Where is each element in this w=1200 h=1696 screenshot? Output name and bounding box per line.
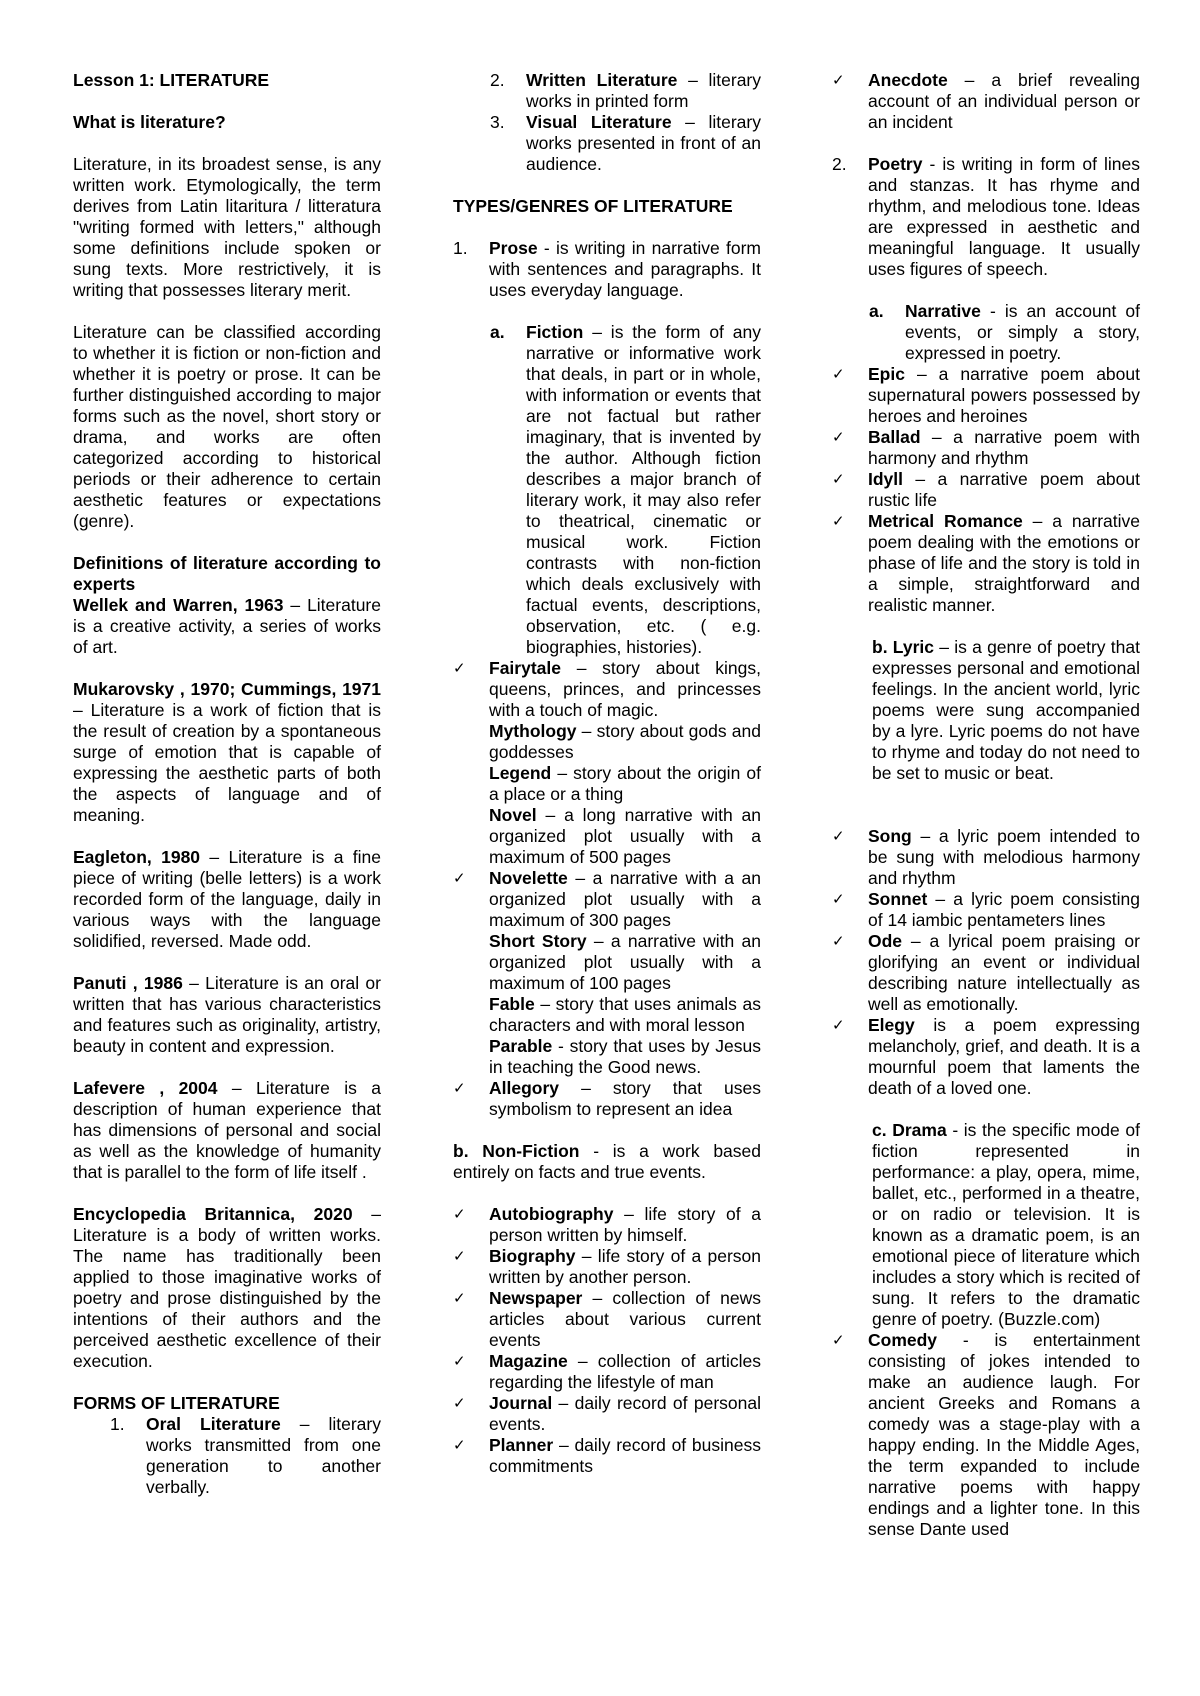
subgenre-name: Narrative <box>905 301 981 321</box>
list-item <box>832 469 1140 511</box>
subgenre-name: Fiction <box>526 322 584 342</box>
form-text: – literary works transmitted from one generation to another verbally. <box>146 1414 381 1497</box>
checkmark-icon: ✓ <box>832 890 845 908</box>
list-number: 1. <box>453 238 468 258</box>
list-number: 1. <box>110 1414 125 1434</box>
list-item <box>489 721 761 763</box>
expert-definition <box>73 847 381 952</box>
checkmark-icon: ✓ <box>453 1436 466 1454</box>
item-name: Novel <box>489 805 537 825</box>
checkmark-icon: ✓ <box>832 1331 845 1349</box>
subgenre-narrative <box>869 301 1140 364</box>
types-heading: TYPES/GENRES OF LITERATURE <box>453 196 733 216</box>
expert-text: – Literature is a body of written works. The name has traditionally been applied to those imaginative works of poetry and prose distinguished by the intentions of their authors and the perceived aesthetic excellence of their execution. <box>73 1204 381 1371</box>
item-name: Biography <box>489 1246 576 1266</box>
subgenre-name: c. Drama <box>872 1120 947 1140</box>
narrative-list <box>832 364 1140 616</box>
item-text: – a narrative poem dealing with the emotions or phase of life and the story is told in a simple, straightforward and realistic manner. <box>868 511 1140 615</box>
item-name: Sonnet <box>868 889 928 909</box>
item-text: – story about the origin of a place or a thing <box>489 763 761 804</box>
expert-name: Mukarovsky , 1970; Cummings, 1971 <box>73 679 381 699</box>
expert-text: – Literature is a creative activity, a series of works of art. <box>73 595 381 657</box>
checkmark-icon: ✓ <box>832 428 845 446</box>
item-text: – story that uses animals as characters and with moral lesson <box>489 994 761 1035</box>
section-question: What is literature? <box>73 112 226 132</box>
checkmark-icon: ✓ <box>832 1016 845 1034</box>
checkmark-icon: ✓ <box>453 1352 466 1370</box>
list-item <box>832 511 1140 616</box>
item-name: Planner <box>489 1435 554 1455</box>
genre-poetry <box>832 154 1140 280</box>
item-text: – daily record of personal events. <box>489 1393 761 1434</box>
item-name: Newspaper <box>489 1288 583 1308</box>
item-name: Song <box>868 826 912 846</box>
item-text: – a long narrative with an organized plot usually with a maximum of 500 pages <box>489 805 761 867</box>
list-item <box>453 1246 761 1288</box>
list-item <box>489 805 761 868</box>
expert-definition <box>73 595 381 658</box>
genre-text: - is writing in narrative form with sentences and paragraphs. It uses everyday language. <box>489 238 761 300</box>
expert-definition <box>73 679 381 826</box>
form-name: Oral Literature <box>146 1414 281 1434</box>
subgenre-lyric <box>872 637 1140 784</box>
item-text: – a brief revealing account of an individual person or an incident <box>868 70 1140 132</box>
item-name: Comedy <box>868 1330 938 1350</box>
list-item <box>453 1393 761 1435</box>
form-name: Written Literature <box>526 70 678 90</box>
list-item <box>489 994 761 1036</box>
item-name: Epic <box>868 364 905 384</box>
item-text: - story that uses by Jesus in teaching the Good news. <box>489 1036 761 1077</box>
fiction-list <box>453 658 761 1120</box>
subgenre-fiction <box>490 322 761 658</box>
subgenre-text: - is an account of events, or simply a story, expressed in poetry. <box>905 301 1140 363</box>
list-item-comedy <box>832 1330 1140 1540</box>
list-item <box>489 763 761 805</box>
item-name: Idyll <box>868 469 904 489</box>
item-name: Ballad <box>868 427 921 447</box>
list-item <box>453 868 761 931</box>
checkmark-icon: ✓ <box>453 1247 466 1265</box>
form-name: Visual Literature <box>526 112 672 132</box>
checkmark-icon: ✓ <box>453 1079 466 1097</box>
item-text: – a lyric poem consisting of 14 iambic pentameters lines <box>868 889 1140 930</box>
subgenre-text: - is the specific mode of fiction represented in performance: a play, opera, mime, ballet, etc., performed in a theatre, or on radio or television. It is known as a dramatic poem, is an emotional piece of literature which includes a story which is recited of sung. It refers to the dramatic genre of poetry. (Buzzle.com) <box>872 1120 1140 1329</box>
genre-name: Prose <box>489 238 538 258</box>
expert-text: – Literature is an oral or written that has various characteristics and features such as originality, artistry, beauty in content and expression. <box>73 973 381 1056</box>
item-name: Metrical Romance <box>868 511 1023 531</box>
list-item <box>832 427 1140 469</box>
list-item <box>832 364 1140 427</box>
subgenre-drama <box>872 1120 1140 1330</box>
subgenre-text: – is a genre of poetry that expresses personal and emotional feelings. In the ancient world, lyric poems were sung accompanied by a lyre. Lyric poems do not have to rhyme and today do not need to be set to music or beat. <box>872 637 1140 783</box>
column-2 <box>453 70 761 1477</box>
list-item <box>489 1036 761 1078</box>
expert-name: Wellek and Warren, 1963 <box>73 595 284 615</box>
form-item-visual <box>490 112 761 175</box>
item-name: Mythology <box>489 721 577 741</box>
list-item <box>453 658 761 721</box>
item-text: – story about gods and goddesses <box>489 721 761 762</box>
checkmark-icon: ✓ <box>832 932 845 950</box>
list-item <box>832 1015 1140 1099</box>
subgenre-nonfiction <box>453 1141 761 1183</box>
checkmark-icon: ✓ <box>453 1394 466 1412</box>
expert-name: Panuti , 1986 <box>73 973 183 993</box>
item-text: – a lyric poem intended to be sung with melodious harmony and rhythm <box>868 826 1140 888</box>
item-text: – collection of news articles about various current events <box>489 1288 761 1350</box>
checkmark-icon: ✓ <box>453 869 466 887</box>
checkmark-icon: ✓ <box>832 827 845 845</box>
item-text: – life story of a person written by himself. <box>489 1204 761 1245</box>
checkmark-icon: ✓ <box>832 365 845 383</box>
item-name: Magazine <box>489 1351 568 1371</box>
paragraph: Literature can be classified according to whether it is fiction or non-fiction and whether it is poetry or prose. It can be further distinguished according to major forms such as the novel, short story or drama, and works are often categorized according to historical periods or their adherence to certain aesthetic features or expectations (genre). <box>73 322 381 531</box>
forms-heading: FORMS OF LITERATURE <box>73 1393 280 1413</box>
column-1 <box>73 70 381 1498</box>
list-number: 2. <box>490 70 505 90</box>
item-name: Anecdote <box>868 70 948 90</box>
item-text: – story that uses symbolism to represent an idea <box>489 1078 761 1119</box>
column-3 <box>832 70 1140 1540</box>
item-name: Journal <box>489 1393 553 1413</box>
subgenre-text: – is the form of any narrative or informative work that deals, in part or in whole, with information or events that are not factual but rather imaginary, that is invented by the author. Although fiction describes a major branch of literary work, it may also refer to theatrical, cinematic or musical work. Fiction contrasts with non-fiction which deals exclusively with factual events, descriptions, observation, etc. ( e.g. biographies, histories). <box>526 322 761 657</box>
expert-definition <box>73 973 381 1057</box>
list-item <box>453 1351 761 1393</box>
checkmark-icon: ✓ <box>453 1289 466 1307</box>
expert-name: Eagleton, 1980 <box>73 847 201 867</box>
item-text: – a lyrical poem praising or glorifying an event or individual describing nature intellectually as well as emotionally. <box>868 931 1140 1014</box>
item-text: – collection of articles regarding the lifestyle of man <box>489 1351 761 1392</box>
item-name: Autobiography <box>489 1204 614 1224</box>
list-item <box>453 1288 761 1351</box>
list-item <box>832 826 1140 889</box>
item-text: – a narrative poem with harmony and rhythm <box>868 427 1140 468</box>
expert-name: Lafevere , 2004 <box>73 1078 218 1098</box>
item-name: Legend <box>489 763 552 783</box>
checkmark-icon: ✓ <box>453 1205 466 1223</box>
lesson-title: Lesson 1: LITERATURE <box>73 70 270 90</box>
item-text: – a narrative with an organized plot usually with a maximum of 100 pages <box>489 931 761 993</box>
list-item <box>453 1078 761 1120</box>
item-text: - is entertainment consisting of jokes intended to make an audience laugh. For ancient Greeks and Romans a comedy was a stage-play with a happy ending. In the Middle Ages, the term expanded to include narrative poems with happy endings and a lighter tone. In this sense Dante used <box>868 1330 1140 1539</box>
item-name: Ode <box>868 931 903 951</box>
expert-definition <box>73 1078 381 1183</box>
checkmark-icon: ✓ <box>832 470 845 488</box>
subgenre-name: b. Non-Fiction <box>453 1141 580 1161</box>
list-letter: a. <box>490 322 505 342</box>
checkmark-icon: ✓ <box>832 71 845 89</box>
expert-definition <box>73 1204 381 1372</box>
item-text: – a narrative poem about supernatural powers possessed by heroes and heroines <box>868 364 1140 426</box>
item-text: – daily record of business commitments <box>489 1435 761 1476</box>
list-letter: a. <box>869 301 884 321</box>
expert-text: – Literature is a fine piece of writing (belle letters) is a work recorded form of the language, daily in various ways with the language solidified, reversed. Made odd. <box>73 847 381 951</box>
item-text: – life story of a person written by another person. <box>489 1246 761 1287</box>
expert-name: Encyclopedia Britannica, 2020 <box>73 1204 353 1224</box>
checkmark-icon: ✓ <box>832 512 845 530</box>
item-name: Fable <box>489 994 535 1014</box>
form-item-oral <box>110 1414 381 1498</box>
list-item <box>489 931 761 994</box>
paragraph: Literature, in its broadest sense, is any written work. Etymologically, the term derives from Latin litaritura / litteratura "writing formed with letters," although some definitions include spoken or sung texts. More restrictively, it is writing that possesses literary merit. <box>73 154 381 300</box>
list-item <box>832 889 1140 931</box>
nonfiction-list <box>453 1204 761 1477</box>
genre-name: Poetry <box>868 154 923 174</box>
expert-text: – Literature is a description of human experience that has dimensions of personal and social as well as the knowledge of humanity that is parallel to the form of life itself . <box>73 1078 381 1182</box>
definitions-heading: Definitions of literature according to experts <box>73 553 381 594</box>
expert-text: – Literature is a work of fiction that is the result of creation by a spontaneous surge of emotion that is capable of expressing the aesthetic parts of both the aspects of language and of meaning. <box>73 700 381 825</box>
item-name: Allegory <box>489 1078 560 1098</box>
form-text: – literary works in printed form <box>526 70 762 111</box>
subgenre-name: b. Lyric <box>872 637 934 657</box>
item-name: Parable <box>489 1036 553 1056</box>
item-name: Short Story <box>489 931 587 951</box>
list-item <box>832 931 1140 1015</box>
item-text: – a narrative poem about rustic life <box>868 469 1140 510</box>
form-text: – literary works presented in front of an audience. <box>526 112 761 174</box>
item-text: – story about kings, queens, princes, and princesses with a touch of magic. <box>489 658 761 720</box>
list-number: 3. <box>490 112 505 132</box>
list-item <box>453 1435 761 1477</box>
checkmark-icon: ✓ <box>453 659 466 677</box>
list-item-anecdote <box>832 70 1140 133</box>
item-text: is a poem expressing melancholy, grief, and death. It is a mournful poem that laments the death of a loved one. <box>868 1015 1140 1098</box>
item-text: – a narrative with a an organized plot usually with a maximum of 300 pages <box>489 868 761 930</box>
subgenre-text: - is a work based entirely on facts and true events. <box>453 1141 761 1182</box>
item-name: Fairytale <box>489 658 561 678</box>
item-name: Elegy <box>868 1015 915 1035</box>
list-item <box>453 1204 761 1246</box>
item-name: Novelette <box>489 868 568 888</box>
form-item-written <box>490 70 762 112</box>
genre-prose <box>453 238 761 301</box>
genre-text: - is writing in form of lines and stanzas. It has rhyme and rhythm, and melodious tone. Ideas are expressed in aesthetic and meaningful language. It usually uses figures of speech. <box>868 154 1140 279</box>
list-number: 2. <box>832 154 847 174</box>
lyric-list <box>832 826 1140 1099</box>
